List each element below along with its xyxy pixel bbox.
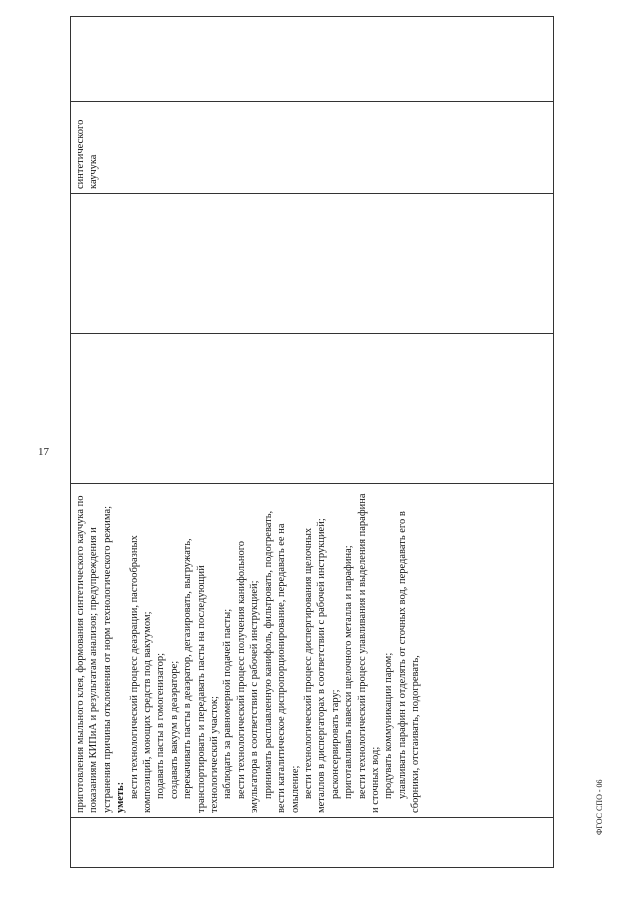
table-col-3	[71, 333, 553, 483]
text-paragraph: вести технологический процесс получения канифольного эмульгатора в соответствии с рабочей инструкцией;	[235, 540, 261, 813]
text-paragraph: продувать коммуникации паром;	[383, 652, 395, 799]
footer-code: ФГОС СПО - 06	[595, 779, 604, 835]
text-paragraph: вести технологический процесс деаэрации, пастообразных композиций, моющих средств под вакуумом;	[128, 535, 154, 813]
text-paragraph: улавливать парафин и отделять от сточных вод, передавать его в сборники, отстаивать, подогревать,	[396, 511, 422, 813]
competency-text	[74, 488, 423, 813]
text-paragraph: приготовления мыльного клея, формования синтетического каучука по показаниям КИПиА и результатам анализов; предупреждения и устранения причины отклонения от норм технологического режима;	[75, 495, 113, 813]
text-paragraph: подавать пасты в гомогенизатор;	[155, 652, 167, 799]
table-col-index	[71, 817, 553, 867]
table-col-6	[71, 17, 553, 101]
text-paragraph: приготавливать навески щелочного металла и парафина;	[343, 545, 355, 799]
table-grid	[70, 16, 554, 868]
table-col-4	[71, 193, 553, 333]
text-paragraph: вести технологический процесс диспергирования щелочных металлов в диспергаторах в соответствии с рабочей инструкцией;	[302, 518, 328, 813]
text-paragraph: принимать расплавленную канифоль, фильтровать, подогревать, вести каталитическое диспропорционирование, передавать ее на омыление;	[262, 510, 301, 813]
table-col-module	[71, 101, 553, 193]
rotated-table	[70, 16, 554, 868]
text-paragraph: наблюдать за равномерной подачей пасты;	[222, 608, 234, 799]
text-paragraph: создавать вакуум в деаэраторе;	[168, 660, 180, 799]
module-text: синтетического каучука	[75, 119, 100, 189]
text-paragraph: вести технологический процесс улавливания и выделения парафина и сточных вод;	[356, 493, 381, 813]
text-paragraph: расконсервировать тару;	[329, 689, 341, 799]
text-paragraph: уметь:	[115, 781, 127, 813]
page-number: 17	[38, 446, 49, 458]
text-paragraph: перекачивать пасты в деаэратор, дегазировать, выгружать, транспортировать и передавать пасты на последующий технологический участок;	[182, 538, 221, 813]
table-col-competencies	[71, 483, 553, 817]
